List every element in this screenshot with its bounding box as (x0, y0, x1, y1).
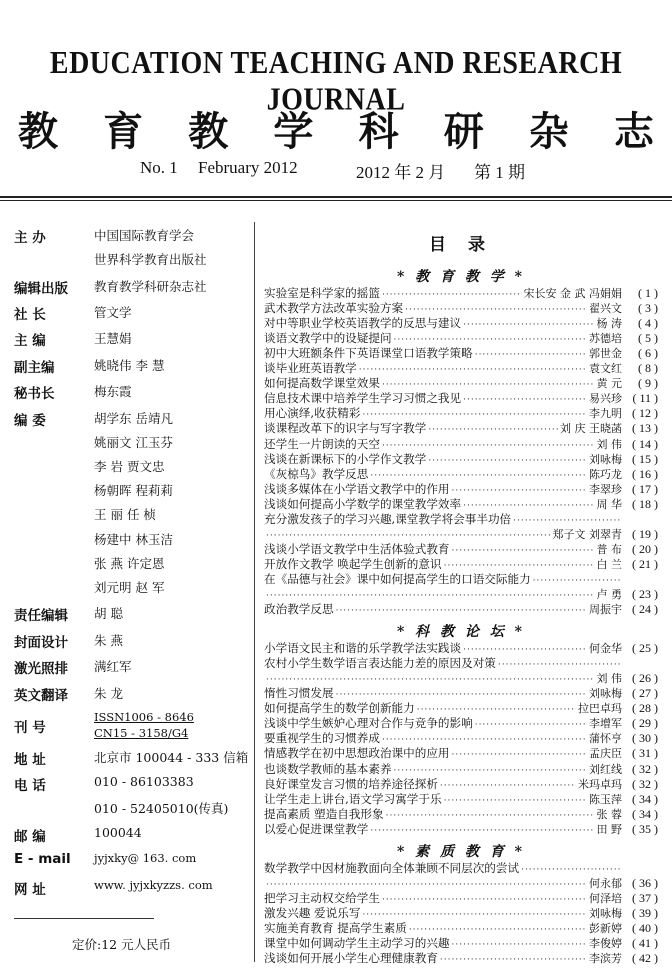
toc-entry-author: 刘咏梅 (589, 687, 622, 701)
toc-entry (264, 792, 658, 807)
info-value: 管文学 (94, 305, 132, 320)
info-value: 010 - 86103383 (94, 774, 194, 790)
toc-entry-page: ( 34 ) (632, 806, 658, 821)
toc-entry-author: 刘咏梅 (589, 452, 622, 466)
info-value: CN15 - 3158/G4 (94, 726, 189, 740)
toc-entry-author: 周 华 (596, 497, 622, 511)
info-label: 编 委 (14, 412, 46, 429)
toc-entry (264, 331, 658, 346)
toc-entry (264, 876, 658, 891)
info-value: 胡 聪 (94, 606, 123, 622)
toc-entry-author: 刘咏梅 (589, 906, 622, 920)
toc-entry-title: 浅谈中学生嫉妒心理对合作与竞争的影响 (264, 716, 473, 731)
toc-entry-author: 卢 勇 (596, 588, 622, 601)
toc-entry-page: ( 34 ) (632, 791, 658, 806)
toc-entry-title: 浅谈多媒体在小学语文教学中的作用 (264, 481, 450, 496)
toc-entry-page: ( 26 ) (632, 671, 658, 686)
toc-entry-title: 初中大班额条件下英语课堂口语教学策略 (264, 346, 473, 361)
toc-entry (264, 572, 658, 587)
toc-entry (264, 936, 658, 951)
title-char: 杂 (528, 109, 569, 155)
toc-section-heading: * 教 育 教 学 * (396, 269, 525, 285)
toc-entry-author: 李增军 (589, 717, 622, 731)
toc-entry-page: ( 37 ) (632, 890, 658, 905)
title-char: 志 (613, 109, 654, 155)
toc-entry (264, 482, 658, 497)
toc-entry-title: 充分激发孩子的学习兴趣,课堂教学将会事半功倍 (264, 511, 512, 526)
toc-entry-author: 张 蓉 (596, 807, 622, 821)
title-char: 科 (358, 109, 399, 155)
info-label: 激光照排 (14, 661, 68, 678)
toc-entry (264, 731, 658, 746)
toc-entry-page: ( 31 ) (632, 746, 658, 761)
toc-entry-page: ( 13 ) (632, 421, 658, 436)
info-value: 刘元明 赵 军 (94, 579, 165, 595)
toc-entry (264, 406, 658, 421)
info-value: 中国国际教育学会 (94, 228, 195, 243)
info-value: 王 丽 任 桢 (94, 507, 156, 523)
toc-entry (264, 671, 658, 686)
toc-entry-author: 陈巧龙 (589, 467, 622, 481)
toc-entry-title: 课堂中如何调动学生主动学习的兴趣 (264, 936, 450, 950)
toc-entry (264, 777, 658, 792)
toc-entry-title: 以爱心促进课堂教学 (264, 821, 369, 836)
toc-entry-title: 信息技术课中培养学生学习习惯之我见 (264, 391, 462, 406)
info-label: 网 址 (14, 881, 46, 898)
toc-entry-page: ( 40 ) (632, 920, 658, 935)
toc-section-heading: * 素 质 教 育 * (396, 843, 525, 860)
toc-entry (264, 452, 658, 467)
toc-entry (264, 527, 658, 542)
toc-entry-title: 浅谈在新课标下的小学作文教学 (264, 451, 427, 466)
toc-entry-page: ( 5 ) (638, 331, 658, 346)
title-char: 研 (443, 109, 484, 155)
issue-date-cn: 2012 年 2 月 (356, 163, 446, 182)
toc-entry-title: 也谈数学教师的基本素养 (264, 761, 392, 776)
toc-entry (264, 861, 658, 876)
toc-entry-author: 黄 元 (596, 377, 622, 391)
toc-entry-author: 刘 庆 王晓菡 (560, 422, 622, 436)
toc-section-heading: * 科 教 论 坛 * (396, 624, 525, 641)
info-label: 秘书长 (14, 386, 55, 403)
info-value: 姚晓伟 李 慧 (94, 357, 165, 373)
toc-entry-page: ( 23 ) (632, 587, 658, 601)
toc-entry-title: 开放作文教学 唤起学生创新的意识 (264, 556, 442, 571)
toc-entry-page: ( 32 ) (632, 761, 658, 776)
toc-entry (264, 701, 658, 716)
info-value: ISSN1006 - 8646 (94, 710, 194, 724)
toc-entry-author: 田 野 (596, 822, 622, 836)
toc-entry-title: 如何提高数学课堂效果 (264, 376, 380, 391)
toc-entry-title: 惰性习惯发展 (264, 686, 334, 701)
title-char: 教 (188, 109, 229, 155)
toc-entry-title: 谈毕业班英语教学 (264, 361, 357, 376)
toc-entry-title: 数学教学中因材施教面向全体兼顾不同层次的尝试 (264, 860, 520, 875)
title-char: 学 (273, 109, 314, 155)
info-label: 副主编 (14, 359, 55, 376)
toc-entry (264, 641, 658, 656)
toc-entry (264, 421, 658, 436)
toc-entry-title: 实施美育教育 提高学生素质 (264, 920, 407, 935)
toc-entry (264, 716, 658, 731)
toc-entry (264, 542, 658, 557)
info-value: 李 岩 贾文忠 (94, 458, 165, 474)
info-value: 教育教学科研杂志社 (94, 278, 207, 294)
toc-entry (264, 286, 658, 301)
toc-entry-page: ( 42 ) (632, 951, 658, 966)
info-label: 封面设计 (14, 634, 68, 651)
info-value: 010 - 52405010(传真) (94, 800, 229, 816)
toc-entry-page: ( 36 ) (632, 875, 658, 890)
toc-entry (264, 512, 658, 527)
column-divider (254, 222, 255, 962)
toc-entry-page: ( 3 ) (638, 301, 658, 316)
toc-entry-page: ( 14 ) (632, 436, 658, 451)
toc-entry-title: 还学生一片朗读的天空 (264, 436, 380, 451)
toc-entry-title: 浅谈如何提高小学数学的课堂教学效率 (264, 496, 462, 511)
journal-title-cn (18, 100, 654, 157)
info-label: E - mail (14, 851, 71, 868)
toc-entry-page: ( 29 ) (632, 716, 658, 731)
toc-entry-page: ( 4 ) (638, 316, 658, 331)
info-value: 梅东霞 (94, 384, 132, 400)
toc-entry (264, 361, 658, 376)
toc-entry-author: 李翠珍 (589, 482, 622, 496)
toc-entry-title: 用心演绎,收获精彩 (264, 406, 361, 421)
toc-entry-page: ( 11 ) (632, 391, 658, 406)
header-rule (0, 196, 672, 198)
toc-entry-title: 浅谈小学语文教学中生活体验式教育 (264, 541, 450, 556)
toc-entry-page: ( 21 ) (632, 556, 658, 571)
toc-entry (264, 346, 658, 361)
toc-entry-author: 翟兴文 (589, 302, 622, 316)
info-label: 编辑出版 (14, 280, 68, 297)
toc-entry-title: 让学生走上讲台,语文学习寓学于乐 (264, 791, 442, 806)
toc-entry-author: 易兴珍 (589, 392, 622, 406)
toc-entry-title: 良好课堂发言习惯的培养途径探析 (264, 776, 438, 791)
info-value: 姚丽文 江玉芬 (94, 434, 173, 450)
toc-entry-page: ( 15 ) (632, 451, 658, 466)
toc-entry-page: ( 27 ) (632, 686, 658, 701)
toc-entry-author: 陈玉萍 (589, 792, 622, 806)
issue-number-en: No. 1 (140, 158, 178, 177)
toc-entry-title: 小学语文民主和谐的乐学教学法实践谈 (264, 641, 462, 656)
toc-entry-page: ( 35 ) (632, 821, 658, 836)
toc-entry-page: ( 20 ) (632, 541, 658, 556)
toc-entry-page: ( 17 ) (632, 481, 658, 496)
toc-entry (264, 686, 658, 701)
info-value: www. jyjxkyzzs. com (94, 877, 213, 892)
toc-entry-title: 谈课程改革下的识字与写字教学 (264, 421, 427, 436)
toc-entry-title: 谈语文教学中的设疑提问 (264, 331, 392, 346)
issue-date-en: February 2012 (198, 158, 298, 177)
toc-entry-author: 刘 伟 (596, 437, 622, 451)
toc-entry-author: 米玛卓玛 (578, 777, 622, 791)
toc-entry-page: ( 18 ) (632, 496, 658, 511)
toc-entry-author: 李滨芳 (589, 952, 622, 966)
info-label: 主 办 (14, 230, 46, 246)
info-label: 英文翻译 (14, 687, 68, 704)
toc-entry-title: 武术教学方法改革实验方案 (264, 301, 404, 316)
info-label: 主 编 (14, 333, 46, 350)
toc-entry (264, 656, 658, 671)
toc-entry-title: 《灰椋鸟》教学反思 (264, 466, 369, 481)
info-value: 张 燕 许定恩 (94, 555, 165, 571)
info-value: 100044 (94, 825, 142, 840)
toc-entry-author: 普 布 (596, 542, 622, 556)
toc-entry-title: 把学习主动权交给学生 (264, 890, 380, 905)
toc-entry-title: 如何提高学生的数学创新能力 (264, 701, 415, 716)
toc-entry-title: 实验室是科学家的摇篮 (264, 286, 380, 300)
toc-entry-author: 苏德培 (589, 332, 622, 346)
info-value: 北京市 100044 - 333 信箱 (94, 750, 249, 765)
toc-entry (264, 807, 658, 822)
toc-entry (264, 921, 658, 936)
toc-entry-title: 浅谈如何开展小学生心理健康教育 (264, 951, 438, 966)
toc-entry-author: 李九明 (589, 407, 622, 421)
toc-title: 目 录 (429, 235, 493, 255)
toc-entry-title: 在《品德与社会》课中如何提高学生的口语交际能力 (264, 571, 531, 586)
toc-entry (264, 762, 658, 777)
info-value: 世界科学教育出版社 (94, 252, 207, 268)
toc-entry-title: 要重视学生的习惯养成 (264, 731, 380, 746)
toc-entry (264, 301, 658, 316)
dot-leader (440, 953, 587, 968)
dot-leader (336, 604, 587, 619)
info-value: jyjxky@ 163. com (94, 851, 197, 866)
info-label: 邮 编 (14, 829, 46, 845)
info-label: 地 址 (14, 752, 46, 768)
toc-entry-author: 孟庆臣 (589, 747, 622, 761)
toc-entry (264, 467, 658, 482)
toc-entry-author: 杨 涛 (596, 317, 622, 331)
toc-entry-page: ( 30 ) (632, 731, 658, 746)
toc-entry-title: 提高素质 塑造自我形象 (264, 806, 384, 821)
toc-entry-author: 拉巴卓玛 (578, 702, 622, 716)
header-rule-thin (0, 200, 672, 201)
toc-entry (264, 587, 658, 602)
journal-title-en: EDUCATION TEACHING AND RESEARCH JOURNAL (49, 45, 623, 118)
toc-entry-author: 刘红线 (589, 762, 622, 776)
toc-entry-author: 袁文红 (589, 362, 622, 376)
info-label: 社 长 (14, 307, 46, 323)
info-value: 杨建中 林玉洁 (94, 531, 173, 547)
info-label: 电 话 (14, 778, 46, 795)
title-char: 育 (103, 109, 144, 155)
toc-entry-page: ( 8 ) (638, 361, 658, 376)
toc-entry-author: 李俊婷 (589, 937, 622, 950)
toc-entry-title: 农村小学生数学语言表达能力差的原因及对策 (264, 656, 496, 671)
info-label: 刊 号 (14, 720, 46, 736)
toc-entry-author: 蒲怀亨 (589, 732, 622, 746)
toc-entry (264, 951, 658, 966)
toc-entry (264, 602, 658, 617)
price-rule (14, 918, 154, 919)
toc-entry-page: ( 9 ) (638, 376, 658, 391)
toc-entry-author: 郭世金 (589, 347, 622, 361)
toc-entry-author: 郑子文 刘翠青 (552, 527, 622, 541)
dot-leader (370, 824, 594, 839)
toc-entry (264, 557, 658, 572)
toc-entry-page: ( 6 ) (638, 346, 658, 361)
toc-entry-page: ( 12 ) (632, 406, 658, 421)
toc-entry (264, 891, 658, 906)
toc-entry-page: ( 41 ) (632, 936, 658, 950)
toc-entry-author: 何金华 (589, 642, 622, 656)
toc-entry-page: ( 16 ) (632, 466, 658, 481)
info-value: 王慧娟 (94, 331, 132, 347)
toc-entry-author: 彭新婷 (589, 921, 622, 935)
toc-entry-page: ( 32 ) (632, 776, 658, 791)
price: 定价:12 元人民币 (72, 937, 172, 952)
toc-entry (264, 316, 658, 331)
toc-entry-page: ( 28 ) (632, 701, 658, 716)
toc-entry-page: ( 1 ) (638, 286, 658, 300)
toc-entry-page: ( 25 ) (632, 641, 658, 656)
toc-entry-author: 白 兰 (596, 557, 622, 571)
info-value: 满红军 (94, 659, 132, 675)
toc-entry-title: 对中等职业学校英语教学的反思与建议 (264, 316, 462, 331)
info-label: 责任编辑 (14, 608, 68, 625)
toc-entry (264, 376, 658, 391)
toc-entry (264, 746, 658, 761)
toc-entry (264, 437, 658, 452)
toc-entry-title: 激发兴趣 爱说乐写 (264, 905, 361, 920)
info-value: 胡学东 岳靖凡 (94, 410, 173, 426)
toc-entry-title: 情感教学在初中思想政治课中的应用 (264, 746, 450, 761)
toc-entry-page: ( 19 ) (632, 526, 658, 541)
toc-entry (264, 822, 658, 837)
toc-entry-page: ( 24 ) (632, 602, 658, 617)
toc-entry-author: 何永郁 (589, 876, 622, 890)
info-value: 杨朝晖 程莉莉 (94, 483, 173, 499)
toc-entry (264, 497, 658, 512)
toc-entry-page: ( 39 ) (632, 905, 658, 920)
info-value: 朱 燕 (94, 632, 123, 648)
toc-entry-author: 何泽培 (589, 891, 622, 905)
toc-entry-author: 刘 伟 (596, 672, 622, 686)
toc-entry-author: 周振宇 (589, 603, 622, 617)
issue-number-cn: 第 1 期 (474, 163, 525, 182)
toc-entry-title: 政治教学反思 (264, 602, 334, 617)
toc-entry-author: 宋长安 金 武 冯娟娟 (523, 287, 622, 300)
title-char: 教 (18, 109, 58, 155)
info-value: 朱 龙 (94, 685, 123, 701)
toc-entry (264, 391, 658, 406)
toc-entry (264, 906, 658, 921)
